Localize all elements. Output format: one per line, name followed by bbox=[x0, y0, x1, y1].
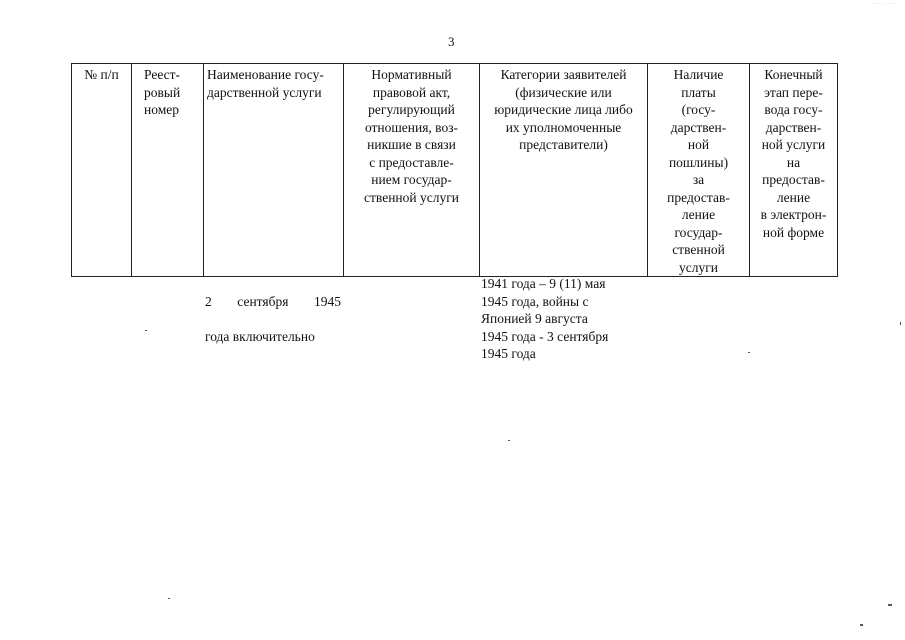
service-name-continuation-line1 bbox=[205, 293, 341, 311]
scan-artifact: ··· ···· bbox=[870, 0, 897, 8]
scan-speck bbox=[860, 624, 863, 626]
word: сентября bbox=[237, 293, 289, 309]
scan-speck bbox=[900, 322, 901, 325]
applicant-categories-continuation: 1941 года – 9 (11) мая 1945 года, войны с Японией 9 августа 1945 года - 3 сентября 1945 года bbox=[481, 276, 609, 361]
header-cell-legal-act: Нормативный правовой акт, регулирующий отношения, воз- никшие в связи с предоставле- нием государ- ственной услуги bbox=[344, 64, 480, 277]
header-cell-service-name: Наименование госу- дарственной услуги bbox=[204, 64, 344, 277]
scan-speck bbox=[145, 330, 147, 331]
page-number: 3 bbox=[448, 34, 455, 49]
header-cell-registry-number: Реест- ровый номер bbox=[132, 64, 204, 277]
scan-speck bbox=[508, 440, 510, 441]
scan-speck bbox=[748, 352, 750, 353]
scan-speck bbox=[168, 598, 170, 599]
service-name-continuation bbox=[205, 275, 341, 363]
scan-speck bbox=[888, 604, 892, 606]
header-cell-payment: Наличие платы (госу- дарствен- ной пошлины) за предостав- ление государ- ственной услуги bbox=[648, 64, 750, 277]
header-cell-number: № п/п bbox=[72, 64, 132, 277]
word: 2 bbox=[205, 293, 212, 309]
services-table-header bbox=[71, 63, 838, 277]
word: 1945 bbox=[313, 293, 341, 309]
header-cell-applicant-categories: Категории заявителей (физические или юридические лица либо их уполномоченные представители) bbox=[480, 64, 648, 277]
table-header-row bbox=[72, 64, 838, 277]
service-name-continuation-line2: года включительно bbox=[205, 328, 315, 344]
header-cell-electronic-stage: Конечный этап пере- вода госу- дарствен- ной услуги на предостав- ление в электрон- ной форме bbox=[750, 64, 838, 277]
